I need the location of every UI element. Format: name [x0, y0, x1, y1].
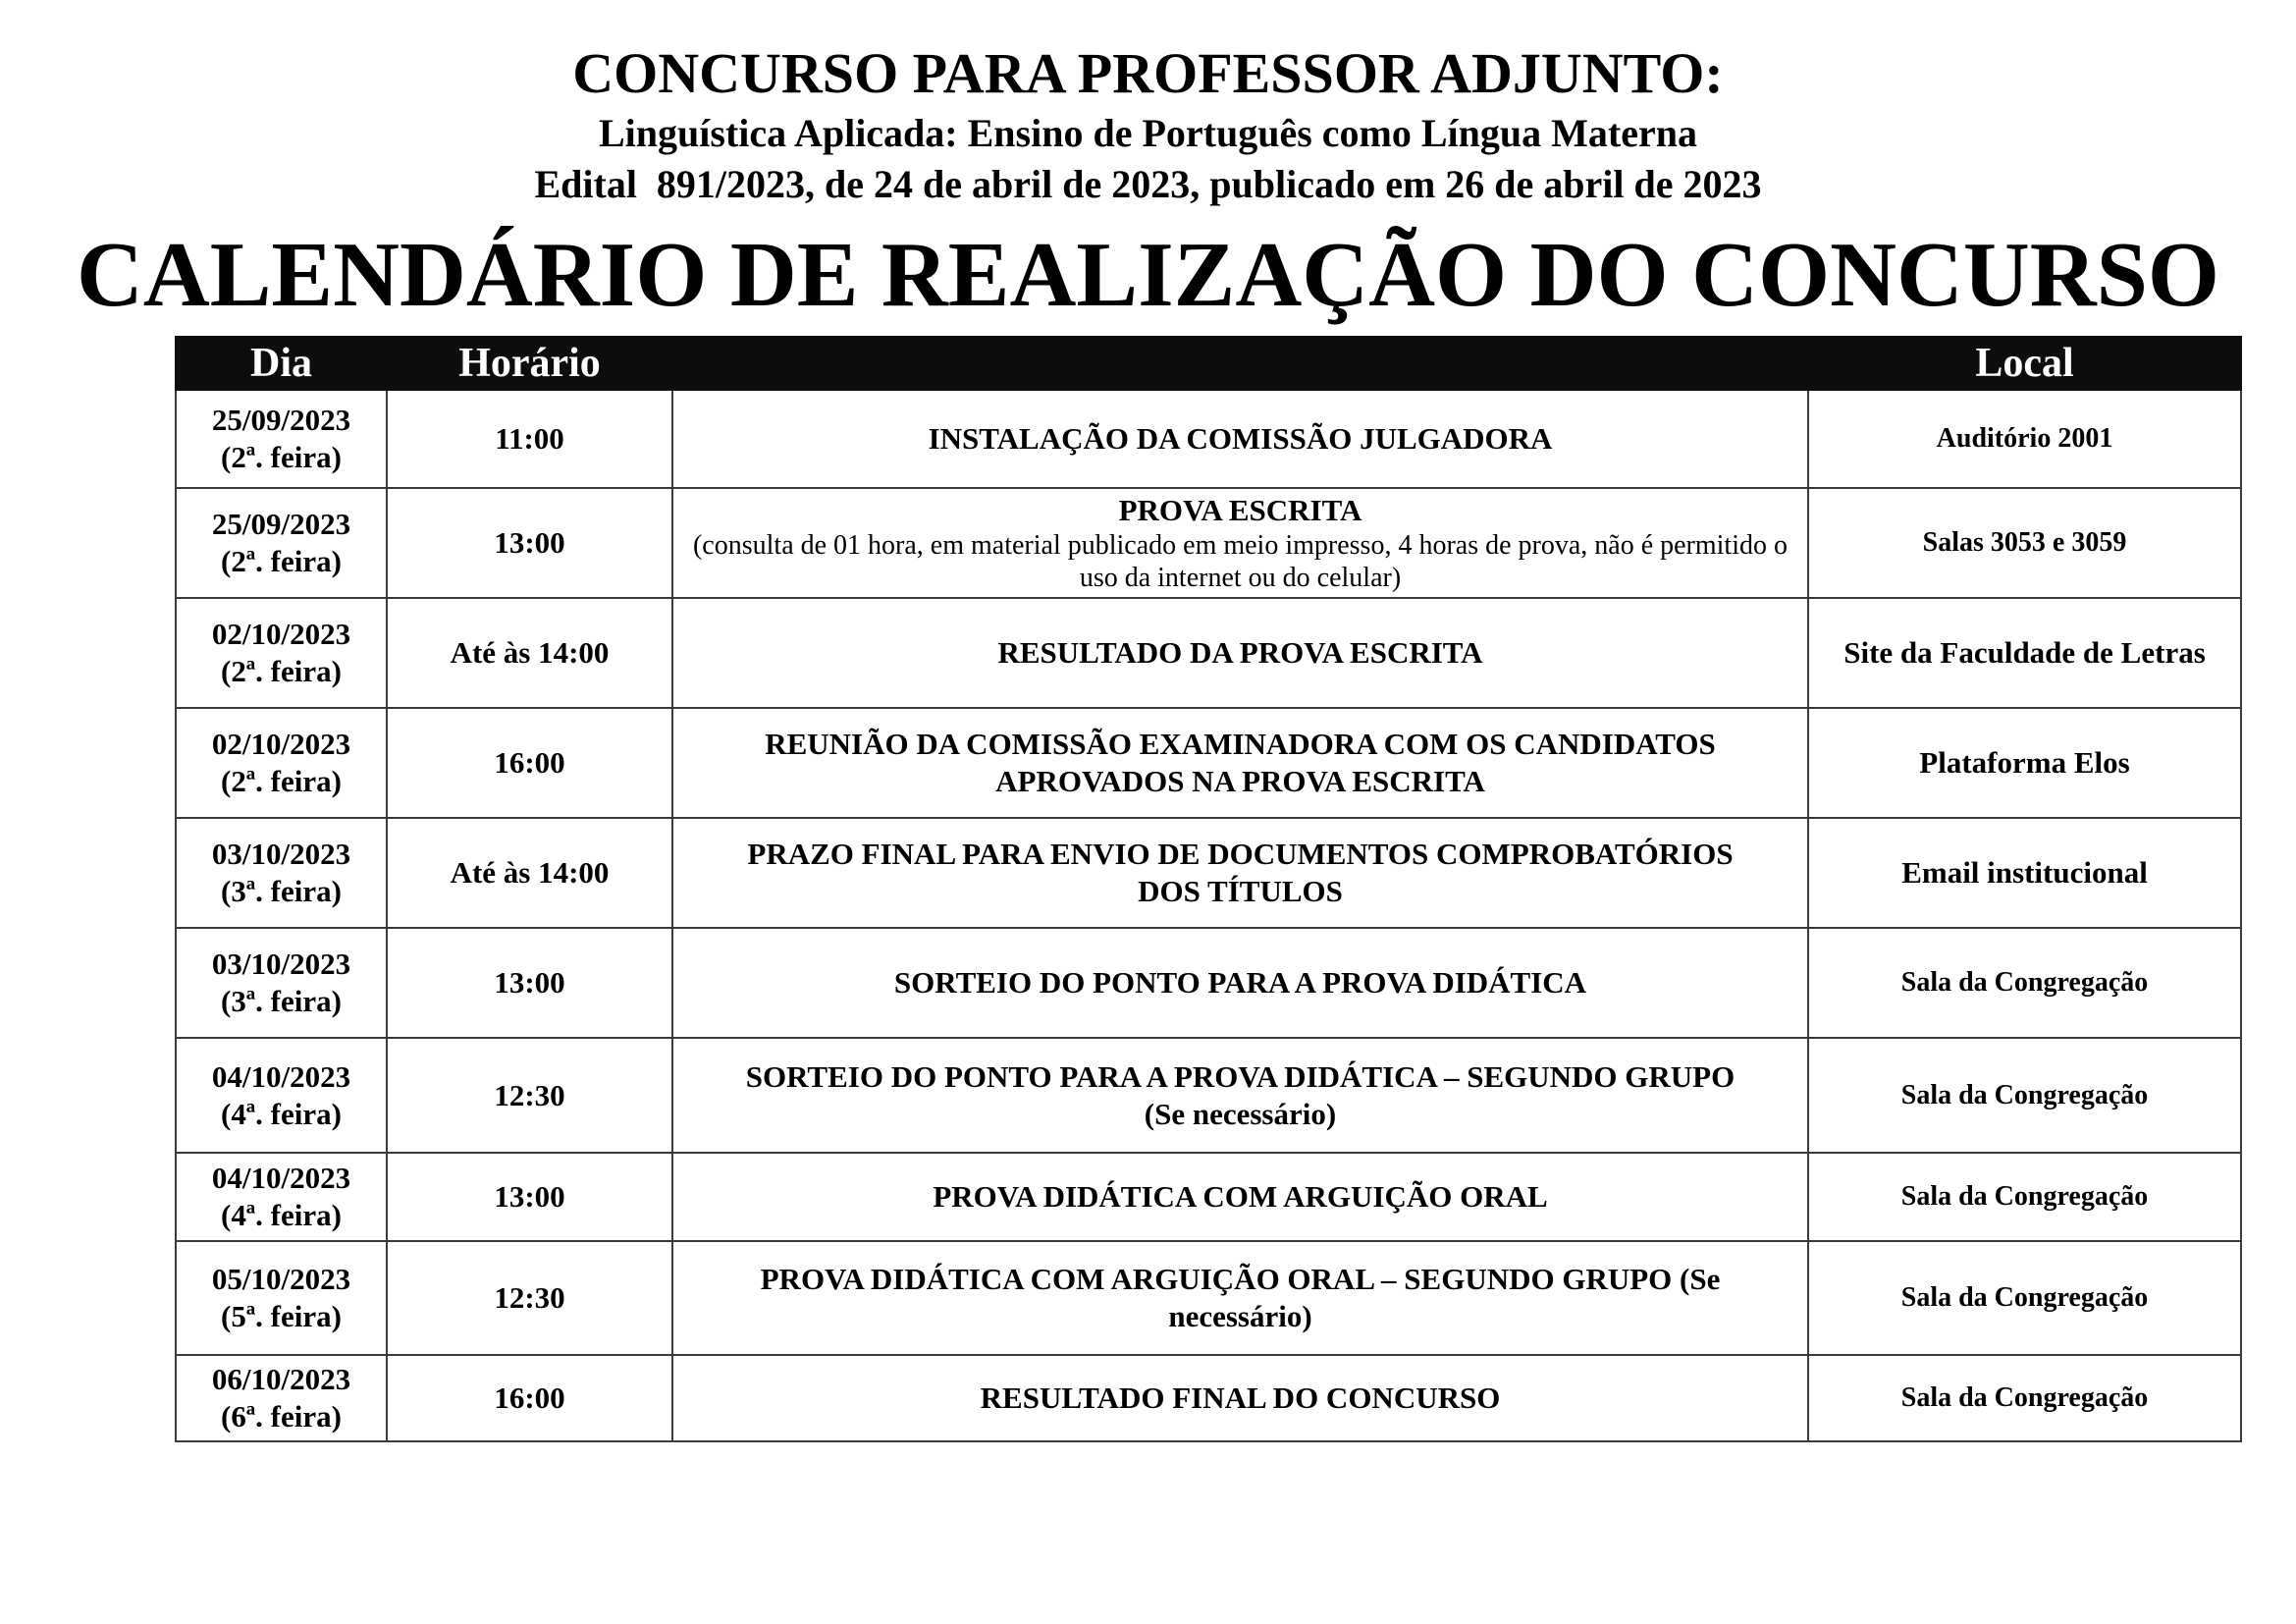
table-row: [176, 598, 2241, 708]
date: 25/09/2023: [211, 403, 351, 437]
table-row: [176, 488, 2241, 598]
schedule-table: [175, 336, 2242, 1442]
table-header-row: [176, 337, 2241, 390]
date: 03/10/2023: [211, 837, 351, 871]
table-row: [176, 1241, 2241, 1355]
time-cell: 13:00: [387, 488, 672, 598]
column-header-evento: [672, 337, 1808, 390]
time-cell: 13:00: [387, 1153, 672, 1241]
local-cell: Sala da Congregação: [1808, 1038, 2241, 1153]
date-cell: [176, 1241, 387, 1355]
time-cell: 16:00: [387, 708, 672, 818]
table-row: [176, 1355, 2241, 1441]
time-cell: Até às 14:00: [387, 598, 672, 708]
table-row: [176, 708, 2241, 818]
date: 04/10/2023: [211, 1161, 351, 1195]
event-cell: [672, 818, 1808, 928]
event-line: PROVA ESCRITA: [1118, 493, 1362, 527]
event-cell: [672, 1038, 1808, 1153]
weekday: (4ª. feira): [221, 1198, 342, 1232]
local-cell: Sala da Congregação: [1808, 1241, 2241, 1355]
local-cell: Email institucional: [1808, 818, 2241, 928]
event-cell: [672, 488, 1808, 598]
weekday: (2ª. feira): [221, 654, 342, 688]
weekday: (4ª. feira): [221, 1096, 342, 1131]
weekday: (2ª. feira): [221, 544, 342, 578]
event-cell: [672, 598, 1808, 708]
date-cell: [176, 488, 387, 598]
event-line: RESULTADO DA PROVA ESCRITA: [997, 635, 1483, 670]
event-line: INSTALAÇÃO DA COMISSÃO JULGADORA: [928, 421, 1553, 456]
table-row: [176, 1038, 2241, 1153]
date: 02/10/2023: [211, 727, 351, 761]
table-row: [176, 1153, 2241, 1241]
date-cell: [176, 1355, 387, 1441]
weekday: (2ª. feira): [221, 764, 342, 798]
table-row: [176, 390, 2241, 488]
event-cell: [672, 1153, 1808, 1241]
date: 25/09/2023: [211, 507, 351, 541]
event-line: APROVADOS NA PROVA ESCRITA: [995, 764, 1485, 798]
date: 03/10/2023: [211, 947, 351, 981]
event-line: (Se necessário): [1144, 1096, 1337, 1131]
date-cell: [176, 818, 387, 928]
date: 02/10/2023: [211, 617, 351, 651]
time-cell: 11:00: [387, 390, 672, 488]
event-cell: [672, 1241, 1808, 1355]
local-cell: Sala da Congregação: [1808, 928, 2241, 1038]
document-title: CONCURSO PARA PROFESSOR ADJUNTO:: [572, 41, 1724, 105]
column-header-horario: Horário: [387, 337, 672, 390]
event-line: RESULTADO FINAL DO CONCURSO: [980, 1380, 1501, 1415]
date-cell: [176, 390, 387, 488]
local-cell: Plataforma Elos: [1808, 708, 2241, 818]
date: 05/10/2023: [211, 1262, 351, 1296]
date-cell: [176, 928, 387, 1038]
time-cell: 12:30: [387, 1038, 672, 1153]
date-cell: [176, 1038, 387, 1153]
event-line: SORTEIO DO PONTO PARA A PROVA DIDÁTICA – SEGUNDO GRUPO: [745, 1058, 1735, 1094]
table-row: [176, 928, 2241, 1038]
weekday: (5ª. feira): [221, 1299, 342, 1333]
event-cell: [672, 708, 1808, 818]
local-cell: Site da Faculdade de Letras: [1808, 598, 2241, 708]
event-cell: [672, 390, 1808, 488]
date: 06/10/2023: [211, 1362, 351, 1396]
edital-line: Edital 891/2023, de 24 de abril de 2023, publicado em 26 de abril de 2023: [534, 162, 1762, 206]
event-line: PROVA DIDÁTICA COM ARGUIÇÃO ORAL: [933, 1179, 1548, 1214]
event-note: (consulta de 01 hora, em material publicado em meio impresso, 4 horas de prova, não é permitido o uso da internet ou do celular): [692, 530, 1788, 593]
table-row: [176, 818, 2241, 928]
calendar-title: CALENDÁRIO DE REALIZAÇÃO DO CONCURSO: [76, 224, 2220, 326]
local-cell: Sala da Congregação: [1808, 1355, 2241, 1441]
event-cell: [672, 1355, 1808, 1441]
document-subtitle: Linguística Aplicada: Ensino de Português como Língua Materna: [599, 111, 1697, 155]
date-cell: [176, 1153, 387, 1241]
column-header-local: Local: [1808, 337, 2241, 390]
event-line: PROVA DIDÁTICA COM ARGUIÇÃO ORAL – SEGUNDO GRUPO (Se: [760, 1262, 1721, 1296]
local-cell: Auditório 2001: [1808, 390, 2241, 488]
event-line: SORTEIO DO PONTO PARA A PROVA DIDÁTICA: [893, 965, 1587, 1000]
event-cell: [672, 928, 1808, 1038]
local-cell: Sala da Congregação: [1808, 1153, 2241, 1241]
document-header: [0, 39, 2296, 326]
date-cell: [176, 598, 387, 708]
weekday: (6ª. feira): [221, 1399, 342, 1434]
event-line: DOS TÍTULOS: [1138, 874, 1343, 908]
weekday: (3ª. feira): [221, 874, 342, 908]
event-line: necessário): [1168, 1299, 1312, 1333]
event-line: REUNIÃO DA COMISSÃO EXAMINADORA COM OS CANDIDATOS: [765, 727, 1716, 761]
time-cell: 12:30: [387, 1241, 672, 1355]
date-cell: [176, 708, 387, 818]
time-cell: 16:00: [387, 1355, 672, 1441]
event-line: PRAZO FINAL PARA ENVIO DE DOCUMENTOS COMPROBATÓRIOS: [747, 837, 1734, 871]
date: 04/10/2023: [211, 1058, 351, 1094]
time-cell: 13:00: [387, 928, 672, 1038]
column-header-dia: Dia: [176, 337, 387, 390]
weekday: (2ª. feira): [221, 440, 342, 474]
weekday: (3ª. feira): [221, 984, 342, 1018]
time-cell: Até às 14:00: [387, 818, 672, 928]
local-cell: Salas 3053 e 3059: [1808, 488, 2241, 598]
